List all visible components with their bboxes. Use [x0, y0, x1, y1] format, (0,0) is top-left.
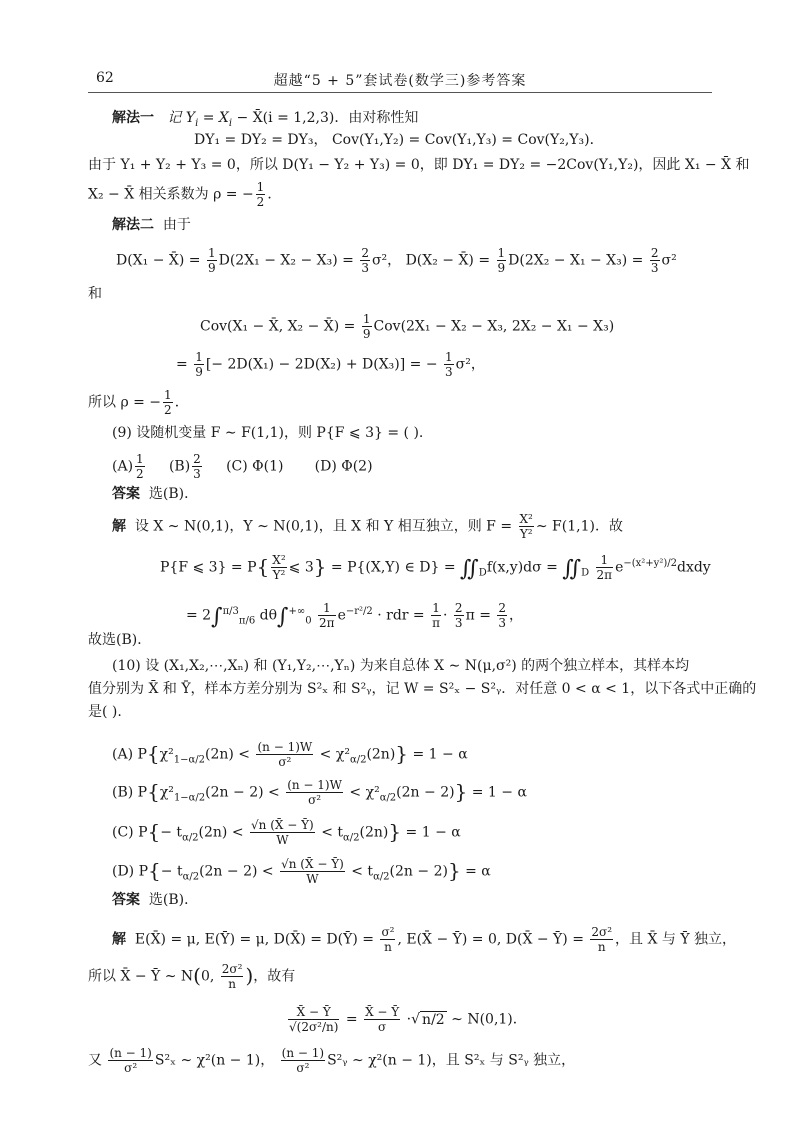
rho-result: 所以 ρ = − $\frac{1}{2}$ ． — [88, 388, 189, 417]
question-9: (9) 设随机变量 F ∼ F(1,1)，则 P{F ⩽ 3} = ( ). — [112, 425, 424, 441]
solution-10-line4: 又 $\frac{(n - 1)}{\text{σ²}}$ S²ₓ ∼ χ²(n − 1)， $\frac{(n - 1)}{\text{σ²}}$ S²ᵧ ∼ χ²(n − 1)，且 S²ₓ 与 S²ᵧ 独立， — [88, 1046, 576, 1075]
header-title: 超越“5 + 5”套试卷(数学三)参考答案 — [273, 73, 527, 89]
answer-10: 答案 选(B)． — [112, 892, 199, 908]
question-10-line1: (10) 设 (X₁,X₂,⋯,Xₙ) 和 (Y₁,Y₂,⋯,Yₙ) 为来自总体 X ∼ N(μ,σ²) 的两个独立样本，其样本均 — [112, 658, 690, 674]
method2-variance-line: D(X₁ − X̄) = $\frac{1}{9}$ D(2X₁ − X₂ − X₃) = $\frac{2}{3}$ σ²， D(X₂ − X̄) = $\frac{1}{9}$ D(2X₂ − X₁ − X₃) = $\frac{2}{3}$ σ² — [116, 246, 677, 275]
solution-10-line2: 所以 X̄ − Ȳ ∼ N(0, $\frac{\text{2σ²}}{n}$ )，故有 — [88, 962, 296, 991]
solution-9-line2: P{F ⩽ 3} = P{ $\frac{\text{X²}}{\text{Y²}}$ ⩽ 3} = P{(X,Y) ∈ $D\} = ∬_Df(x,y)d\sigma$ = $∬_D$ $\frac{1}{2\pi}$ $e^{-(x^2+y^2)/2}dxdy$ — [160, 553, 711, 582]
covariance-line1: Cov(X₁ − X̄, X₂ − X̄) = $\frac{1}{9}$ Cov(2X₁ − X₂ − X₃, 2X₂ − X₁ − X₃) — [200, 312, 615, 341]
solution-10-line1: 解 E(X̄) = μ, E(Ȳ) = μ, D(X̄) = D(Ȳ) = $\frac{\text{σ²}}{n}$ , E(X̄ − Ȳ) = 0, D(X̄ − Ȳ) = $\frac{\text{2σ²}}{n}$ ，且 X̄ 与 Ȳ 独立， — [112, 925, 737, 954]
question-10-line2: 值分别为 X̄ 和 Ȳ，样本方差分别为 S²ₓ 和 S²ᵧ，记 W = S²ₓ − S²ᵧ．对任意 0 < α < 1，以下各式中正确的 — [88, 681, 757, 697]
solution-9-line1: 解 设 X ∼ N(0,1)，Y ∼ N(0,1)，且 X 和 Y 相互独立，则 F = $\frac{\text{X²}}{\text{Y²}}$ ∼ F(1,1)．故 — [112, 512, 623, 541]
standardization-equation: $\frac{X̄ - Ȳ}{\text{√(2σ²/n)}}$ = $\frac{X̄ - Ȳ}{\sigma}$ ·√ n/2 ∼ N(0,1)． — [289, 1005, 527, 1034]
question-9-options: (A) $\frac{1}{2}$ (B) $\frac{2}{3}$ (C) Φ(1) (D) Φ(2) — [112, 452, 373, 481]
page-header — [88, 66, 712, 93]
covariance-line2: = $\frac{1}{9}$ [− 2D(X₁) − 2D(X₂) + D(X₃)] = − $\frac{1}{3}$ σ²， — [176, 350, 485, 379]
method1-line1: 解法一 记 $Y_i = X_i$ − X̄(i = 1,2,3)．由对称性知 — [112, 110, 419, 129]
option-c: (C) $P\{- t_{\alpha/2}(2n)$ < $\frac{√n (X̄ - Ȳ)}{W}$ < $t_{\alpha/2}(2n)\} = 1 - \alpha$ — [112, 818, 461, 847]
question-10-line3: 是( ). — [88, 704, 122, 720]
option-b: (B) $P\{\chi^2_{1-\alpha/2}(2n - 2)$ < $\frac{(n - 1)W}{\text{σ²}}$ < $\chi^2_{\alpha/2}(2n - 2)\} = 1 - \alpha$ — [112, 778, 527, 807]
method2-title: 解法二 由于 — [112, 217, 191, 233]
conclusion-9: 故选(B)． — [88, 632, 152, 648]
answer-9: 答案 选(B)． — [112, 486, 199, 502]
solution-9-line3: = 2∫$^{\pi/3}_{\pi/6}$ $d\theta\int^{+\infty}_0$ $\frac{1}{2\pi}$ $e^{-r^2/2}$ · rdr = $\frac{1}{\pi}$ · $\frac{2}{3}$ π = $\frac{2}{3}$ ， — [186, 601, 524, 630]
page-number: 62 — [96, 70, 114, 86]
method1-equation: DY₁ = DY₂ = DY₃， Cov(Y₁,Y₂) = Cov(Y₁,Y₃) = Cov(Y₂,Y₃)． — [194, 132, 604, 148]
method1-line3: 由于 Y₁ + Y₂ + Y₃ = 0，所以 D(Y₁ − Y₂ + Y₃) = 0，即 DY₁ = DY₂ = −2Cov(Y₁,Y₂)，因此 X₁ − X̄ 和 — [88, 157, 750, 173]
option-a: (A) $P\{\chi^2_{1-\alpha/2}(2n)$ < $\frac{(n - 1)W}{\text{σ²}}$ < $\chi^2_{\alpha/2}(2n)\} = 1 - \alpha$ — [112, 740, 468, 769]
option-d: (D) $P\{- t_{\alpha/2}(2n - 2)$ < $\frac{√n (X̄ - Ȳ)}{W}$ < $t_{\alpha/2}(2n - 2)\} = \alpha$ — [112, 857, 491, 886]
method1-line4: X₂ − X̄ 相关系数为 ρ = − $\frac{1}{2}$ ． — [88, 180, 282, 209]
and-word: 和 — [88, 286, 102, 302]
